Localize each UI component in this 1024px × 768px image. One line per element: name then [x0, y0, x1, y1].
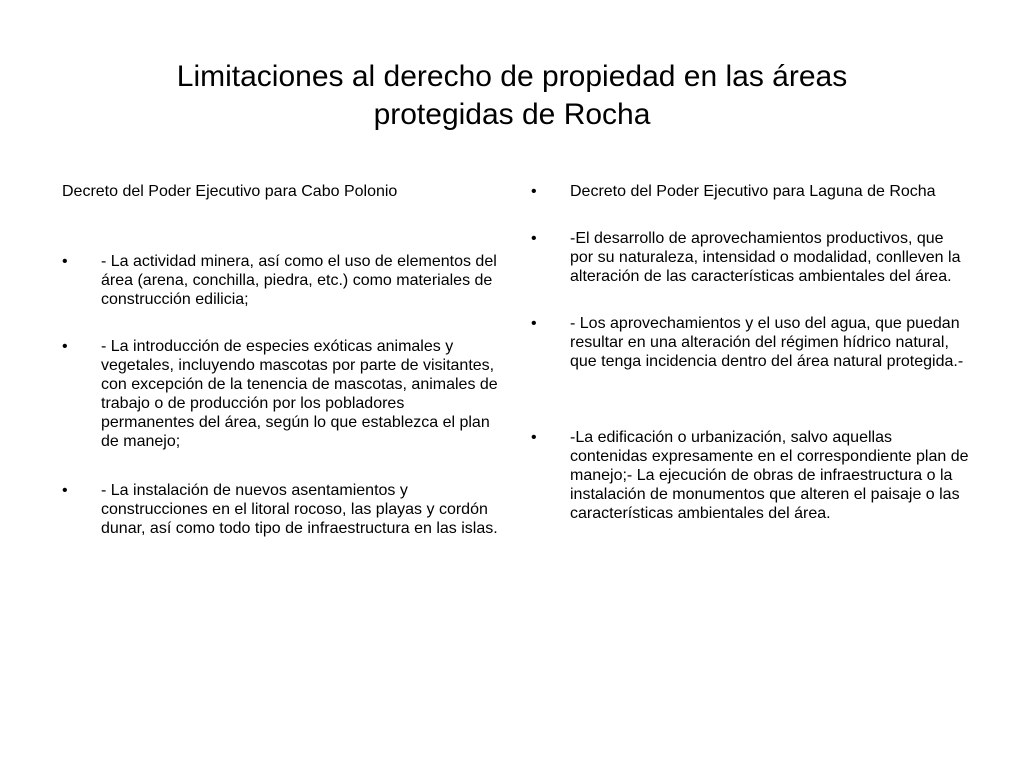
right-column-heading [531, 182, 971, 201]
slide-title [60, 58, 964, 134]
bullet-icon: • [531, 230, 537, 247]
right-list-item-text: -La edificación o urbanización, salvo aquellas contenidas expresamente en el correspondiente plan de manejo;- La ejecución de obras de infraestructura o la instalación de monumentos que alteren el paisaje o las características ambientales del área. [570, 429, 969, 522]
right-column [531, 182, 971, 523]
left-list-item-text: - La instalación de nuevos asentamientos y construcciones en el litoral rocoso, las playas y cordón dunar, así como todo tipo de infraestructura en las islas. [101, 482, 498, 537]
left-column [62, 182, 502, 538]
left-list-item-text: - La actividad minera, así como el uso de elementos del área (arena, conchilla, piedra, etc.) como materiales de construcción edilicia; [101, 253, 497, 308]
left-list-item [62, 252, 502, 309]
bullet-icon: • [531, 429, 537, 446]
left-list-item [62, 481, 502, 538]
right-list-item-text: - Los aprovechamientos y el uso del agua, que puedan resultar en una alteración del régimen hídrico natural, que tenga incidencia dentro del área natural protegida.- [570, 315, 964, 370]
left-list-item-text: - La introducción de especies exóticas animales y vegetales, incluyendo mascotas por parte de visitantes, con excepción de la tenencia de mascotas, animales de trabajo o de producción por los pobladores permanentes del área, según lo que establezca el plan de manejo; [101, 338, 498, 450]
title-line-2: protegidas de Rocha [373, 98, 651, 131]
right-list-item [531, 229, 971, 286]
right-list-item [531, 314, 971, 371]
bullet-icon: • [62, 482, 68, 499]
title-line-1: Limitaciones al derecho de propiedad en las áreas [176, 60, 848, 93]
bullet-icon: • [531, 183, 537, 200]
right-list-item-text: -El desarrollo de aprovechamientos productivos, que por su naturaleza, intensidad o modalidad, conlleven la alteración de las características ambientales del área. [570, 230, 961, 285]
right-list-item [531, 428, 971, 523]
bullet-icon: • [531, 315, 537, 332]
bullet-icon: • [62, 253, 68, 270]
bullet-icon: • [62, 338, 68, 355]
left-column-heading: Decreto del Poder Ejecutivo para Cabo Polonio [62, 183, 398, 200]
left-list-item [62, 337, 502, 451]
right-column-heading-text: Decreto del Poder Ejecutivo para Laguna de Rocha [570, 183, 936, 200]
